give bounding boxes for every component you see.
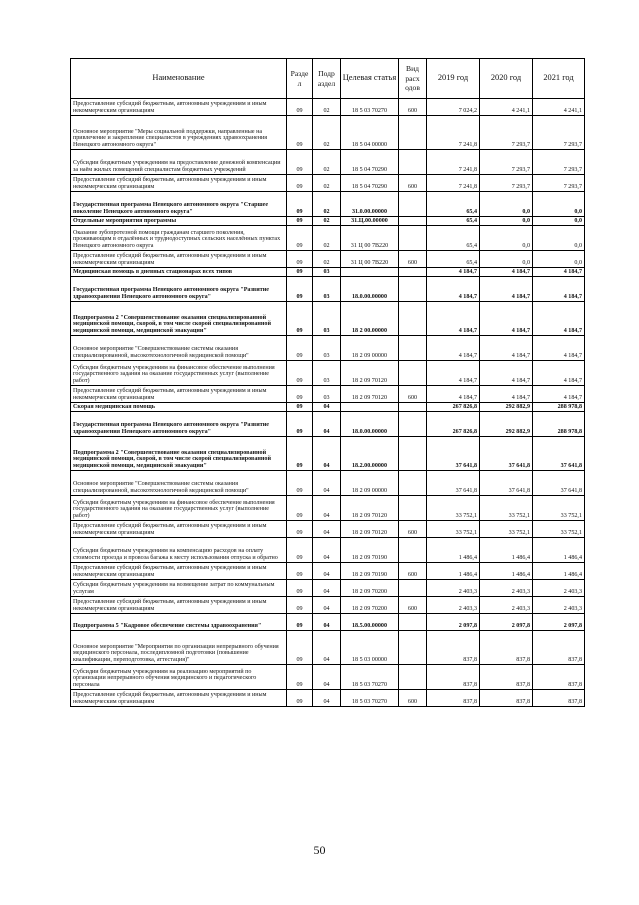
row-name: Предоставление субсидий бюджетным, автономным учреждениям и иным некоммерческим организациям bbox=[71, 251, 287, 268]
row-value-2020: 2 403,3 bbox=[480, 597, 533, 614]
row-name: Государственная программа Ненецкого автономного округа "Развитие здравоохранения Ненецкого автономного округа" bbox=[71, 412, 287, 437]
row-value-2019: 1 486,4 bbox=[427, 563, 480, 580]
row-value-2019: 2 403,3 bbox=[427, 580, 480, 597]
row-subsection: 04 bbox=[313, 614, 341, 631]
row-value-2020: 1 486,4 bbox=[480, 563, 533, 580]
row-section: 09 bbox=[287, 538, 313, 563]
row-value-2021: 4 184,7 bbox=[533, 386, 585, 403]
row-value-2021: 2 403,3 bbox=[533, 597, 585, 614]
row-value-2021: 837,8 bbox=[533, 690, 585, 707]
row-value-2020: 33 752,1 bbox=[480, 496, 533, 521]
row-target-article: 18 5 04 70290 bbox=[341, 175, 399, 192]
row-subsection: 02 bbox=[313, 150, 341, 175]
row-subsection: 03 bbox=[313, 386, 341, 403]
row-section: 09 bbox=[287, 471, 313, 496]
row-section: 09 bbox=[287, 251, 313, 268]
row-expense-type bbox=[399, 150, 427, 175]
row-expense-type bbox=[399, 412, 427, 437]
row-target-article: 18 5 03 00000 bbox=[341, 631, 399, 665]
row-section: 09 bbox=[287, 690, 313, 707]
table-row bbox=[71, 150, 585, 175]
row-target-article: 31 Ц 00 7В220 bbox=[341, 226, 399, 251]
row-subsection: 04 bbox=[313, 496, 341, 521]
table-row bbox=[71, 175, 585, 192]
row-expense-type: 600 bbox=[399, 251, 427, 268]
row-target-article: 18 2 09 70120 bbox=[341, 361, 399, 386]
table-row bbox=[71, 471, 585, 496]
row-value-2021: 7 293,7 bbox=[533, 175, 585, 192]
row-name: Основное мероприятие "Совершенствование системы оказания специализированной, высокотехнологичной медицинской помощи" bbox=[71, 471, 287, 496]
row-value-2019: 837,8 bbox=[427, 690, 480, 707]
row-target-article: 18 2 09 70120 bbox=[341, 496, 399, 521]
row-expense-type bbox=[399, 403, 427, 412]
row-section: 09 bbox=[287, 386, 313, 403]
row-expense-type bbox=[399, 471, 427, 496]
table-row bbox=[71, 302, 585, 336]
row-value-2019: 2 097,8 bbox=[427, 614, 480, 631]
row-name: Подпрограмма 2 "Совершенствование оказания специализированной медицинской помощи, скорой, в том числе скорой специализированной медицинской помощи, медицинской эвакуации" bbox=[71, 302, 287, 336]
row-value-2020: 2 403,3 bbox=[480, 580, 533, 597]
table-row bbox=[71, 192, 585, 217]
row-subsection: 04 bbox=[313, 437, 341, 471]
row-value-2019: 65,4 bbox=[427, 192, 480, 217]
row-section: 09 bbox=[287, 99, 313, 116]
table-row bbox=[71, 116, 585, 150]
header-target-article: Целевая статья bbox=[341, 59, 399, 99]
row-section: 09 bbox=[287, 403, 313, 412]
row-expense-type: 600 bbox=[399, 597, 427, 614]
row-name: Основное мероприятие "Совершенствование системы оказания специализированной, высокотехнологичной медицинской помощи" bbox=[71, 336, 287, 361]
table-row bbox=[71, 217, 585, 226]
row-target-article: 18 2 09 70200 bbox=[341, 580, 399, 597]
row-value-2020: 2 097,8 bbox=[480, 614, 533, 631]
row-target-article: 18 2 09 70190 bbox=[341, 563, 399, 580]
row-target-article bbox=[341, 403, 399, 412]
row-value-2021: 0,0 bbox=[533, 217, 585, 226]
row-value-2019: 33 752,1 bbox=[427, 496, 480, 521]
table-row bbox=[71, 99, 585, 116]
row-value-2020: 292 882,9 bbox=[480, 403, 533, 412]
row-section: 09 bbox=[287, 631, 313, 665]
row-subsection: 03 bbox=[313, 277, 341, 302]
row-value-2019: 837,8 bbox=[427, 631, 480, 665]
table-row bbox=[71, 538, 585, 563]
row-name: Государственная программа Ненецкого автономного округа "Развитие здравоохранения Ненецкого автономного округа" bbox=[71, 277, 287, 302]
row-value-2021: 7 293,7 bbox=[533, 150, 585, 175]
table-row bbox=[71, 521, 585, 538]
row-value-2021: 837,8 bbox=[533, 631, 585, 665]
row-section: 09 bbox=[287, 597, 313, 614]
row-value-2019: 7 241,8 bbox=[427, 116, 480, 150]
row-target-article: 18 5 04 70290 bbox=[341, 150, 399, 175]
row-value-2020: 4 184,7 bbox=[480, 277, 533, 302]
row-value-2020: 4 184,7 bbox=[480, 268, 533, 277]
row-subsection: 02 bbox=[313, 192, 341, 217]
row-expense-type: 600 bbox=[399, 99, 427, 116]
header-year-2019: 2019 год bbox=[427, 59, 480, 99]
row-section: 09 bbox=[287, 563, 313, 580]
row-expense-type bbox=[399, 217, 427, 226]
row-subsection: 04 bbox=[313, 403, 341, 412]
row-value-2021: 4 184,7 bbox=[533, 302, 585, 336]
row-expense-type bbox=[399, 268, 427, 277]
table-row bbox=[71, 251, 585, 268]
row-target-article: 18 2 09 70120 bbox=[341, 521, 399, 538]
row-name: Основное мероприятие "Мероприятия по организации непрерывного обучения медицинского персонала, последипломной подготовки (повышение квалификации, переподготовка, аттестация)" bbox=[71, 631, 287, 665]
table-row bbox=[71, 361, 585, 386]
row-value-2019: 4 184,7 bbox=[427, 277, 480, 302]
row-subsection: 04 bbox=[313, 580, 341, 597]
row-value-2020: 7 293,7 bbox=[480, 116, 533, 150]
row-subsection: 04 bbox=[313, 690, 341, 707]
row-value-2021: 4 184,7 bbox=[533, 268, 585, 277]
row-section: 09 bbox=[287, 277, 313, 302]
row-target-article: 18 2 09 00000 bbox=[341, 471, 399, 496]
row-expense-type bbox=[399, 496, 427, 521]
row-value-2019: 7 241,8 bbox=[427, 150, 480, 175]
row-name: Подпрограмма 5 "Кадровое обеспечение системы здравоохранения" bbox=[71, 614, 287, 631]
row-value-2019: 4 184,7 bbox=[427, 268, 480, 277]
row-section: 09 bbox=[287, 175, 313, 192]
row-section: 09 bbox=[287, 580, 313, 597]
row-section: 09 bbox=[287, 437, 313, 471]
row-expense-type bbox=[399, 361, 427, 386]
table-row bbox=[71, 226, 585, 251]
row-subsection: 04 bbox=[313, 538, 341, 563]
table-row bbox=[71, 336, 585, 361]
row-value-2021: 4 184,7 bbox=[533, 277, 585, 302]
row-expense-type bbox=[399, 116, 427, 150]
row-expense-type: 600 bbox=[399, 175, 427, 192]
header-year-2020: 2020 год bbox=[480, 59, 533, 99]
row-value-2021: 288 978,8 bbox=[533, 412, 585, 437]
row-expense-type: 600 bbox=[399, 690, 427, 707]
row-value-2021: 288 978,8 bbox=[533, 403, 585, 412]
row-name: Предоставление субсидий бюджетным, автономным учреждениям и иным некоммерческим организациям bbox=[71, 99, 287, 116]
row-target-article: 18 5 03 70270 bbox=[341, 690, 399, 707]
row-subsection: 02 bbox=[313, 226, 341, 251]
row-expense-type bbox=[399, 336, 427, 361]
row-target-article: 31 Ц 00 7В220 bbox=[341, 251, 399, 268]
row-value-2019: 267 826,8 bbox=[427, 412, 480, 437]
table-row bbox=[71, 496, 585, 521]
row-name: Основное мероприятие "Меры социальной поддержки, направленные на привлечение и закрепление специалистов в учреждениях здравоохранения Ненецкого автономного округа" bbox=[71, 116, 287, 150]
row-name: Субсидии бюджетным учреждениям на реализацию мероприятий по организации непрерывного обучения медицинского и педагогического персонала bbox=[71, 665, 287, 690]
row-value-2020: 33 752,1 bbox=[480, 521, 533, 538]
row-subsection: 04 bbox=[313, 521, 341, 538]
row-value-2020: 4 241,1 bbox=[480, 99, 533, 116]
row-value-2020: 837,8 bbox=[480, 690, 533, 707]
row-subsection: 04 bbox=[313, 665, 341, 690]
row-section: 09 bbox=[287, 361, 313, 386]
row-value-2020: 0,0 bbox=[480, 217, 533, 226]
row-value-2021: 1 486,4 bbox=[533, 563, 585, 580]
row-name: Предоставление субсидий бюджетным, автономным учреждениям и иным некоммерческим организациям bbox=[71, 521, 287, 538]
row-target-article: 18 2 09 70120 bbox=[341, 386, 399, 403]
page-number: 50 bbox=[313, 843, 326, 857]
row-target-article: 18.0.00.00000 bbox=[341, 412, 399, 437]
row-section: 09 bbox=[287, 665, 313, 690]
row-value-2021: 4 184,7 bbox=[533, 361, 585, 386]
row-subsection: 04 bbox=[313, 631, 341, 665]
header-expense-type: Вид расх одов bbox=[399, 59, 427, 99]
row-name: Медицинская помощь в дневных стационарах всех типов bbox=[71, 268, 287, 277]
row-value-2020: 37 641,8 bbox=[480, 437, 533, 471]
row-value-2019: 2 403,3 bbox=[427, 597, 480, 614]
row-value-2019: 7 241,8 bbox=[427, 175, 480, 192]
row-expense-type: 600 bbox=[399, 563, 427, 580]
row-name: Оказание зубопротезной помощи гражданам старшего поколения, проживающим в отдалённых и труднодоступных сельских населённых пунктах Ненецкого автономного округа bbox=[71, 226, 287, 251]
row-expense-type bbox=[399, 538, 427, 563]
header-name: Наименование bbox=[71, 59, 287, 99]
row-section: 09 bbox=[287, 302, 313, 336]
row-value-2020: 7 293,7 bbox=[480, 175, 533, 192]
row-value-2019: 837,8 bbox=[427, 665, 480, 690]
row-name: Предоставление субсидий бюджетным, автономным учреждениям и иным некоммерческим организациям bbox=[71, 563, 287, 580]
table-row bbox=[71, 563, 585, 580]
row-target-article: 18 2 09 70190 bbox=[341, 538, 399, 563]
table-row bbox=[71, 403, 585, 412]
row-name: Скорая медицинская помощь bbox=[71, 403, 287, 412]
row-subsection: 04 bbox=[313, 412, 341, 437]
row-subsection: 03 bbox=[313, 268, 341, 277]
row-name: Предоставление субсидий бюджетным, автономным учреждениям и иным некоммерческим организациям bbox=[71, 175, 287, 192]
row-section: 09 bbox=[287, 217, 313, 226]
row-value-2020: 4 184,7 bbox=[480, 361, 533, 386]
row-expense-type bbox=[399, 665, 427, 690]
table-body bbox=[71, 99, 585, 707]
row-section: 09 bbox=[287, 412, 313, 437]
row-section: 09 bbox=[287, 521, 313, 538]
row-value-2021: 2 097,8 bbox=[533, 614, 585, 631]
row-subsection: 04 bbox=[313, 597, 341, 614]
row-name: Субсидии бюджетным учреждениям на финансовое обеспечение выполнения государственного задания на оказание государственных услуг (выполнение работ) bbox=[71, 496, 287, 521]
row-value-2019: 65,4 bbox=[427, 226, 480, 251]
row-section: 09 bbox=[287, 150, 313, 175]
row-expense-type bbox=[399, 614, 427, 631]
row-value-2020: 292 882,9 bbox=[480, 412, 533, 437]
row-value-2019: 4 184,7 bbox=[427, 361, 480, 386]
row-value-2021: 2 403,3 bbox=[533, 580, 585, 597]
row-subsection: 04 bbox=[313, 563, 341, 580]
row-value-2020: 837,8 bbox=[480, 631, 533, 665]
row-target-article: 18 5 04 00000 bbox=[341, 116, 399, 150]
row-section: 09 bbox=[287, 192, 313, 217]
row-target-article: 18 2 09 00000 bbox=[341, 336, 399, 361]
table-row bbox=[71, 412, 585, 437]
header-section: Разде л bbox=[287, 59, 313, 99]
row-section: 09 bbox=[287, 336, 313, 361]
table-row bbox=[71, 665, 585, 690]
row-value-2020: 1 486,4 bbox=[480, 538, 533, 563]
row-name: Отдельные мероприятия программы bbox=[71, 217, 287, 226]
row-value-2019: 4 184,7 bbox=[427, 386, 480, 403]
row-value-2019: 65,4 bbox=[427, 251, 480, 268]
row-expense-type bbox=[399, 302, 427, 336]
row-value-2019: 4 184,7 bbox=[427, 302, 480, 336]
row-name: Предоставление субсидий бюджетным, автономным учреждениям и иным некоммерческим организациям bbox=[71, 386, 287, 403]
row-value-2020: 37 641,8 bbox=[480, 471, 533, 496]
row-target-article: 31.Ц.00.00000 bbox=[341, 217, 399, 226]
row-subsection: 02 bbox=[313, 251, 341, 268]
row-subsection: 02 bbox=[313, 116, 341, 150]
row-value-2021: 1 486,4 bbox=[533, 538, 585, 563]
table-row bbox=[71, 580, 585, 597]
row-value-2020: 4 184,7 bbox=[480, 302, 533, 336]
row-section: 09 bbox=[287, 226, 313, 251]
table-row bbox=[71, 690, 585, 707]
row-subsection: 03 bbox=[313, 336, 341, 361]
row-value-2021: 37 641,8 bbox=[533, 471, 585, 496]
row-subsection: 02 bbox=[313, 99, 341, 116]
table-row bbox=[71, 277, 585, 302]
row-target-article: 18 2 09 70200 bbox=[341, 597, 399, 614]
table-header-row bbox=[71, 59, 585, 99]
row-subsection: 03 bbox=[313, 361, 341, 386]
row-value-2021: 4 184,7 bbox=[533, 336, 585, 361]
header-subsection: Подр аздел bbox=[313, 59, 341, 99]
row-value-2019: 7 024,2 bbox=[427, 99, 480, 116]
row-value-2021: 4 241,1 bbox=[533, 99, 585, 116]
table-row bbox=[71, 386, 585, 403]
row-value-2019: 37 641,8 bbox=[427, 471, 480, 496]
row-section: 09 bbox=[287, 268, 313, 277]
row-value-2021: 33 752,1 bbox=[533, 496, 585, 521]
row-name: Предоставление субсидий бюджетным, автономным учреждениям и иным некоммерческим организациям bbox=[71, 690, 287, 707]
row-value-2021: 0,0 bbox=[533, 251, 585, 268]
row-value-2021: 37 641,8 bbox=[533, 437, 585, 471]
row-target-article: 18.0.00.00000 bbox=[341, 277, 399, 302]
row-expense-type bbox=[399, 437, 427, 471]
row-value-2021: 0,0 bbox=[533, 226, 585, 251]
row-value-2020: 0,0 bbox=[480, 226, 533, 251]
row-target-article: 18 5 03 70270 bbox=[341, 99, 399, 116]
row-expense-type: 600 bbox=[399, 386, 427, 403]
row-subsection: 02 bbox=[313, 217, 341, 226]
row-value-2021: 7 293,7 bbox=[533, 116, 585, 150]
row-name: Субсидии бюджетным учреждениям на возмещение затрат по коммунальным услугам bbox=[71, 580, 287, 597]
row-target-article: 18 2 00.00000 bbox=[341, 302, 399, 336]
row-value-2019: 4 184,7 bbox=[427, 336, 480, 361]
row-value-2020: 837,8 bbox=[480, 665, 533, 690]
table-row bbox=[71, 437, 585, 471]
row-subsection: 03 bbox=[313, 302, 341, 336]
row-value-2019: 1 486,4 bbox=[427, 538, 480, 563]
table-row bbox=[71, 631, 585, 665]
row-section: 09 bbox=[287, 116, 313, 150]
row-name: Субсидии бюджетным учреждениям на компенсацию расходов на оплату стоимости проезда и провоза багажа к месту использования отпуска и обратно bbox=[71, 538, 287, 563]
row-value-2019: 33 752,1 bbox=[427, 521, 480, 538]
row-name: Предоставление субсидий бюджетным, автономным учреждениям и иным некоммерческим организациям bbox=[71, 597, 287, 614]
row-expense-type bbox=[399, 226, 427, 251]
row-expense-type bbox=[399, 580, 427, 597]
row-subsection: 04 bbox=[313, 471, 341, 496]
row-value-2021: 0,0 bbox=[533, 192, 585, 217]
header-year-2021: 2021 год bbox=[533, 59, 585, 99]
row-section: 09 bbox=[287, 614, 313, 631]
row-name: Подпрограмма 2 "Совершенствование оказания специализированной медицинской помощи, скорой, в том числе скорой специализированной медицинской помощи, медицинской эвакуации" bbox=[71, 437, 287, 471]
row-target-article: 18 5 03 70270 bbox=[341, 665, 399, 690]
row-value-2019: 65,4 bbox=[427, 217, 480, 226]
row-value-2020: 0,0 bbox=[480, 192, 533, 217]
row-target-article: 18.5.00.00000 bbox=[341, 614, 399, 631]
table-row bbox=[71, 268, 585, 277]
row-name: Субсидии бюджетным учреждениям на предоставление денежной компенсации за наём жилых помещений специалистам бюджетных учреждений bbox=[71, 150, 287, 175]
row-value-2020: 4 184,7 bbox=[480, 336, 533, 361]
row-expense-type bbox=[399, 631, 427, 665]
row-target-article: 18.2.00.00000 bbox=[341, 437, 399, 471]
row-expense-type: 600 bbox=[399, 521, 427, 538]
row-name: Государственная программа Ненецкого автономного округа "Старшее поколение Ненецкого автономного округа" bbox=[71, 192, 287, 217]
budget-table bbox=[70, 58, 585, 707]
table-row bbox=[71, 614, 585, 631]
row-value-2020: 4 184,7 bbox=[480, 386, 533, 403]
row-target-article bbox=[341, 268, 399, 277]
row-value-2021: 33 752,1 bbox=[533, 521, 585, 538]
row-value-2021: 837,8 bbox=[533, 665, 585, 690]
row-expense-type bbox=[399, 192, 427, 217]
row-section: 09 bbox=[287, 496, 313, 521]
row-target-article: 31.0.00.00000 bbox=[341, 192, 399, 217]
row-expense-type bbox=[399, 277, 427, 302]
row-name: Субсидии бюджетным учреждениям на финансовое обеспечение выполнения государственного задания на оказание государственных услуг (выполнение работ) bbox=[71, 361, 287, 386]
row-value-2020: 0,0 bbox=[480, 251, 533, 268]
table-row bbox=[71, 597, 585, 614]
row-value-2019: 267 826,8 bbox=[427, 403, 480, 412]
row-subsection: 02 bbox=[313, 175, 341, 192]
row-value-2019: 37 641,8 bbox=[427, 437, 480, 471]
row-value-2020: 7 293,7 bbox=[480, 150, 533, 175]
